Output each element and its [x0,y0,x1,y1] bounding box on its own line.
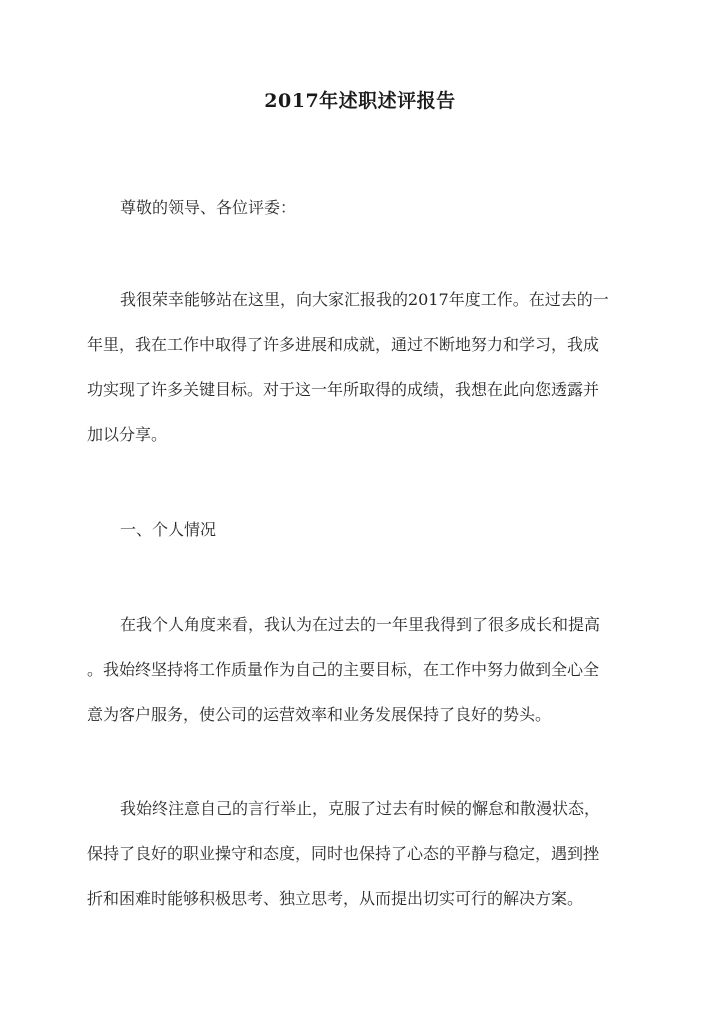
intro-line-3: 功实现了许多关键目标。对于这一年所取得的成绩，我想在此向您透露并 [87,380,600,399]
intro-line-4: 加以分享。 [87,425,168,444]
intro-line-1: 我很荣幸能够站在这里，向大家汇报我的2017年度工作。在过去的一 [120,290,609,309]
document-title: 2017年述职述评报告 [264,90,456,112]
section-heading: 一、个人情况 [120,520,217,539]
salutation: 尊敬的领导、各位评委： [120,198,297,217]
paragraph1-line-3: 意为客户服务，使公司的运营效率和业务发展保持了良好的势头。 [87,705,552,724]
paragraph2-line-1: 我始终注意自己的言行举止，克服了过去有时候的懈怠和散漫状态， [120,799,601,818]
intro-line-2: 年里，我在工作中取得了许多进展和成就，通过不断地努力和学习，我成 [87,335,600,354]
paragraph2-line-2: 保持了良好的职业操守和态度，同时也保持了心态的平静与稳定，遇到挫 [87,844,600,863]
paragraph1-line-1: 在我个人角度来看，我认为在过去的一年里我得到了很多成长和提高 [120,615,601,634]
paragraph2-line-3: 折和困难时能够积极思考、独立思考，从而提出切实可行的解决方案。 [87,889,584,908]
paragraph1-line-2: 。我始终坚持将工作质量作为自己的主要目标，在工作中努力做到全心全 [87,660,600,679]
